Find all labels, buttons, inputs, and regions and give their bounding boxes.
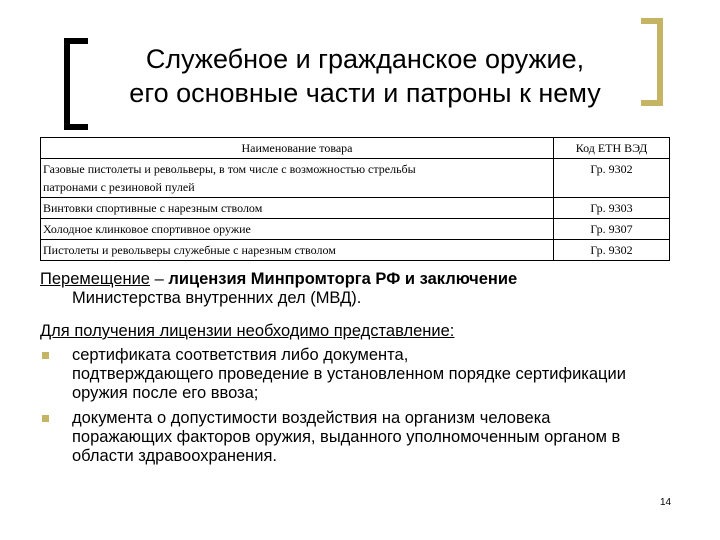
- left-bracket-decoration: [64, 38, 70, 130]
- left-bracket-bottom-decoration: [64, 124, 88, 130]
- square-bullet-icon: [42, 415, 49, 422]
- table-cell-code: Гр. 9302: [554, 159, 670, 198]
- table-row: [41, 198, 670, 219]
- movement-paragraph: [40, 270, 680, 308]
- table-cell-name: Холодное клинковое спортивное оружие: [41, 219, 554, 240]
- table-row: [41, 240, 670, 261]
- cell-line: патронами с резиновой пулей: [43, 180, 195, 194]
- movement-label: Перемещение: [40, 270, 150, 288]
- table-row: [41, 159, 670, 198]
- table-cell-code: Гр. 9302: [554, 240, 670, 261]
- slide-title-line-1: Служебное и гражданское оружие,: [145, 44, 585, 74]
- table-cell-name: Винтовки спортивные с нарезным стволом: [41, 198, 554, 219]
- movement-rest-text: Министерства внутренних дел (МВД).: [72, 289, 362, 307]
- slide-title: [80, 42, 650, 110]
- right-bracket-decoration: [657, 18, 663, 106]
- slide-title-line-2: его основные части и патроны к нему: [129, 78, 601, 108]
- requirements-list: [40, 346, 690, 472]
- goods-table: [40, 137, 670, 261]
- table-cell-name: Пистолеты и револьверы служебные с нарезным стволом: [41, 240, 554, 261]
- list-item: [40, 346, 690, 403]
- column-header-name: Наименование товара: [41, 138, 554, 159]
- movement-dash: –: [149, 270, 169, 288]
- list-item: [40, 409, 690, 466]
- list-item-line: поражающих факторов оружия, выданного уполномоченным органом в: [72, 428, 621, 446]
- table-header-row: [41, 138, 670, 159]
- list-item-line: области здравоохранения.: [72, 447, 277, 465]
- requirements-heading: Для получения лицензии необходимо представление:: [40, 322, 455, 340]
- table-cell-name: [41, 159, 554, 198]
- table-cell-code: Гр. 9303: [554, 198, 670, 219]
- list-item-line: оружия после его ввоза;: [72, 384, 259, 402]
- column-header-code: Код ЕТН ВЭД: [554, 138, 670, 159]
- cell-line: Газовые пистолеты и револьверы, в том числе с возможностью стрельбы: [43, 162, 416, 176]
- list-item-line: подтверждающего проведение в установленном порядке сертификации: [72, 365, 626, 383]
- table-cell-code: Гр. 9307: [554, 219, 670, 240]
- list-item-line: документа о допустимости воздействия на организм человека: [72, 409, 551, 427]
- square-bullet-icon: [42, 352, 49, 359]
- list-item-line: сертификата соответствия либо документа,: [72, 346, 409, 364]
- movement-license-text: лицензия Минпромторга РФ и заключение: [168, 270, 518, 288]
- table-row: [41, 219, 670, 240]
- page-number: 14: [660, 497, 672, 508]
- right-bracket-top-decoration: [641, 18, 663, 24]
